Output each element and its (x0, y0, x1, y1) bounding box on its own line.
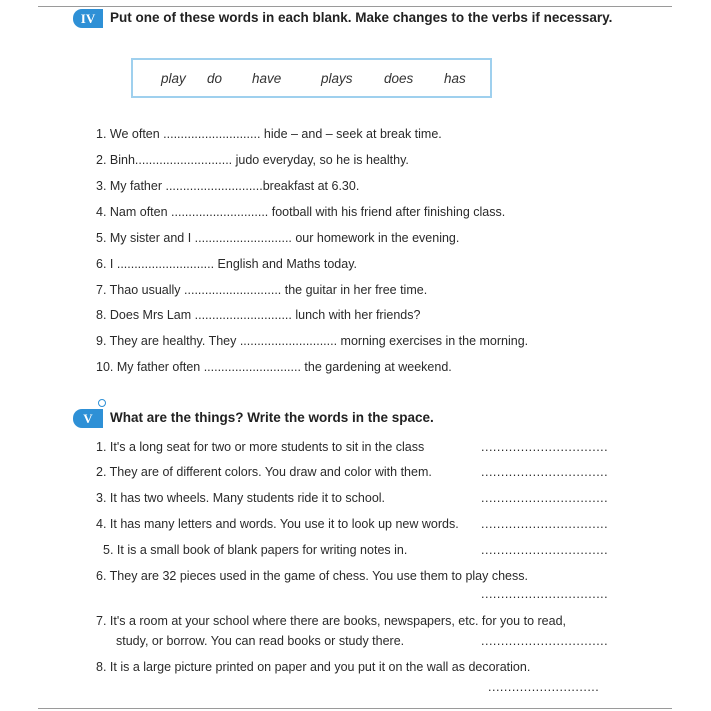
section-5-badge (73, 409, 103, 428)
section-4-item-9: 9. They are healthy. They ............................ morning exercises in the morning. (96, 334, 529, 348)
word-has: has (444, 71, 466, 86)
section-5-number: V (83, 411, 93, 426)
section-4-heading: Put one of these words in each blank. Make changes to the verbs if necessary. (110, 10, 613, 25)
badge-dot-icon (98, 399, 106, 407)
word-does: does (384, 71, 414, 86)
section-4-item-6: 6. I ............................ English and Maths today. (96, 257, 357, 271)
section-4-badge (73, 9, 103, 28)
section-5-item-3: 3. It has two wheels. Many students ride it to school. (96, 491, 386, 505)
answer-blank-1: ................................ (481, 440, 609, 454)
section-4-item-10: 10. My father often ............................ the gardening at weekend. (96, 360, 452, 374)
section-4-number: IV (80, 11, 96, 26)
section-5-item-5: 5. It is a small book of blank papers for writing notes in. (103, 543, 408, 557)
section-5-item-7: 7. It's a room at your school where there are books, newspapers, etc. for you to read, (96, 614, 566, 628)
section-5-item-6: 6. They are 32 pieces used in the game of chess. You use them to play chess. (96, 569, 528, 583)
word-play: play (161, 71, 186, 86)
section-4-item-1: 1. We often ............................ hide – and – seek at break time. (96, 127, 442, 141)
answer-blank-5: ................................ (481, 543, 609, 557)
section-4-item-3: 3. My father ............................breakfast at 6.30. (96, 179, 360, 193)
section-4-item-5: 5. My sister and I ............................ our homework in the evening. (96, 231, 460, 245)
section-4-item-7: 7. Thao usually ............................ the guitar in her free time. (96, 283, 428, 297)
section-5-item-7-cont: study, or borrow. You can read books or study there. (116, 634, 405, 648)
section-5-item-2: 2. They are of different colors. You draw and color with them. (96, 465, 432, 479)
answer-blank-4: ................................ (481, 517, 609, 531)
top-rule (38, 6, 672, 7)
word-have: have (252, 71, 282, 86)
word-box (131, 58, 492, 98)
bottom-rule (38, 708, 672, 709)
section-4-item-4: 4. Nam often ............................ football with his friend after finishing class. (96, 205, 506, 219)
section-5-item-8: 8. It is a large picture printed on paper and you put it on the wall as decoration. (96, 660, 531, 674)
word-do: do (207, 71, 223, 86)
answer-blank-8: ............................ (488, 680, 600, 694)
answer-blank-6: ................................ (481, 587, 609, 601)
section-4-item-2: 2. Binh............................ judo everyday, so he is healthy. (96, 153, 409, 167)
word-plays: plays (321, 71, 353, 86)
answer-blank-3: ................................ (481, 491, 609, 505)
section-5-item-4: 4. It has many letters and words. You use it to look up new words. (96, 517, 459, 531)
answer-blank-7: ................................ (481, 634, 609, 648)
section-5-heading: What are the things? Write the words in the space. (110, 410, 434, 425)
section-5-item-1: 1. It's a long seat for two or more students to sit in the class (96, 440, 425, 454)
answer-blank-2: ................................ (481, 465, 609, 479)
section-4-item-8: 8. Does Mrs Lam ............................ lunch with her friends? (96, 308, 421, 322)
